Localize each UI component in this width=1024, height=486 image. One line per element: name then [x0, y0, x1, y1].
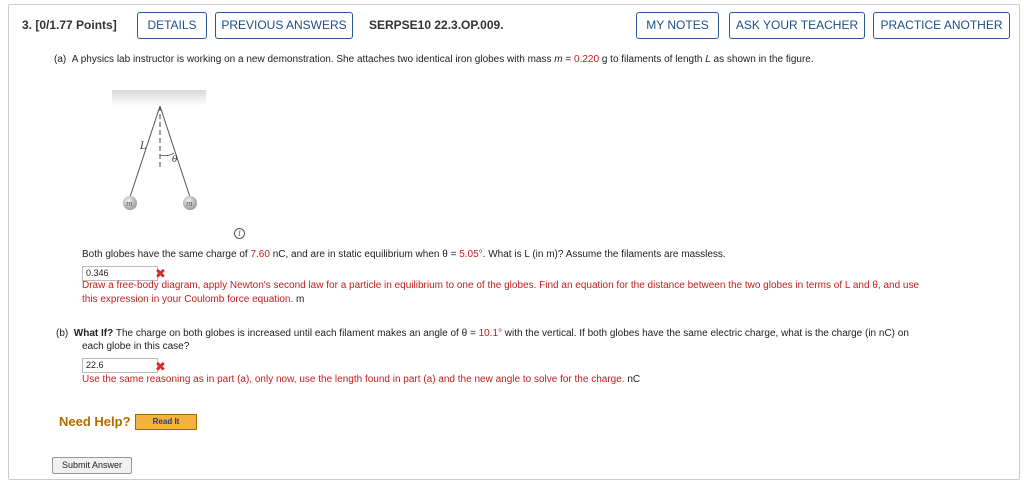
info-icon[interactable]: i	[234, 228, 245, 239]
question-number-points: 3. [0/1.77 Points]	[22, 18, 117, 32]
charge-value: 7.60	[250, 249, 270, 260]
details-button[interactable]: DETAILS	[137, 12, 207, 39]
incorrect-mark-icon: ✖	[155, 359, 166, 374]
part-a-question: Both globes have the same charge of 7.60 nC, and are in static equilibrium when θ = 5.05°. What is L (in m)? Assume the filaments are massless.	[82, 249, 726, 260]
left-mass-label: m	[126, 200, 133, 208]
incorrect-mark-icon: ✖	[155, 266, 166, 281]
ceiling	[112, 90, 206, 106]
length-label: L	[140, 141, 147, 152]
angle-label: θ	[172, 155, 178, 165]
need-help-label: Need Help?	[59, 414, 131, 429]
question-panel	[8, 4, 1020, 480]
part-a-feedback: Draw a free-body diagram, apply Newton's second law for a particle in equilibrium to one of the globes. Find an equation for the distance between the two globes in terms of L and θ, and use this expression in your Coulomb force equation. m	[82, 280, 920, 305]
angle-value-a: 5.05°	[459, 249, 483, 260]
practice-another-button[interactable]: PRACTICE ANOTHER	[873, 12, 1010, 39]
pendulum-figure	[109, 85, 219, 220]
right-filament	[160, 106, 190, 197]
ask-your-teacher-button[interactable]: ASK YOUR TEACHER	[729, 12, 865, 39]
right-mass-label: m	[186, 200, 193, 208]
part-b-question: (b) What If? The charge on both globes is increased until each filament makes an angle of θ = 10.1° with the vertical. If both globes have the same electric charge, what is the charge (in nC) on each globe in this case?	[56, 328, 909, 352]
part-b-answer-field[interactable]: 22.6	[82, 358, 158, 373]
part-b-feedback: Use the same reasoning as in part (a), only now, use the length found in part (a) and the new angle to solve for the charge. nC	[82, 374, 641, 385]
mass-value: 0.220	[574, 54, 600, 65]
submit-answer-button[interactable]: Submit Answer	[52, 457, 132, 474]
problem-code: SERPSE10 22.3.OP.009.	[369, 18, 504, 32]
part-a-answer-field[interactable]: 0.346	[82, 266, 158, 281]
previous-answers-button[interactable]: PREVIOUS ANSWERS	[215, 12, 353, 39]
question-header	[9, 5, 1021, 45]
part-a-intro: (a) A physics lab instructor is working on a new demonstration. She attaches two identical iron globes with mass m = 0.220 g to filaments of length L as shown in the figure.	[54, 54, 814, 65]
read-it-button[interactable]: Read It	[135, 414, 197, 430]
angle-value-b: 10.1°	[478, 328, 503, 339]
my-notes-button[interactable]: MY NOTES	[636, 12, 719, 39]
